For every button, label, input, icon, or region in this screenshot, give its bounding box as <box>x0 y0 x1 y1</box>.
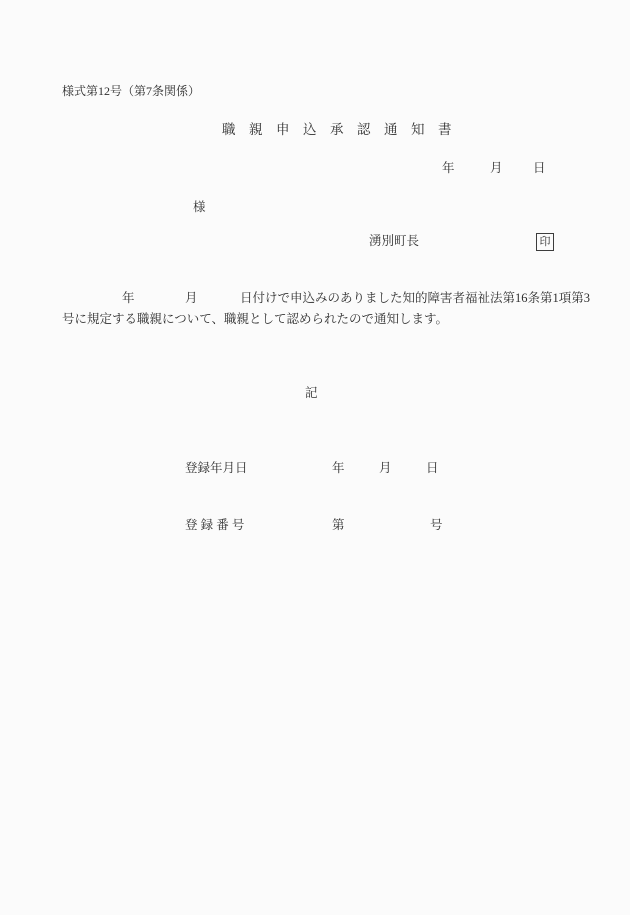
issue-date-year-label: 年 <box>442 161 455 175</box>
body-text-line1: 日付けで申込みのありました知的障害者福祉法第16条第1項第3 <box>240 291 591 305</box>
body-date-month-label: 月 <box>185 291 198 305</box>
body-text-line2: 号に規定する職親について、職親として認められたので通知します。 <box>62 312 449 326</box>
document-title: 職 親 申 込 承 認 通 知 書 <box>222 122 452 137</box>
registration-number-suffix: 号 <box>430 518 443 532</box>
seal-placeholder <box>536 233 554 251</box>
issue-date-day-label: 日 <box>533 161 546 175</box>
issue-date-month-label: 月 <box>490 161 503 175</box>
registration-date-month-label: 月 <box>379 461 392 475</box>
section-marker: 記 <box>305 386 318 400</box>
registration-date-year-label: 年 <box>332 461 345 475</box>
addressee-honorific: 様 <box>193 200 206 214</box>
seal-character: 印 <box>539 235 551 248</box>
registration-number-prefix: 第 <box>332 518 345 532</box>
body-date-year-label: 年 <box>122 291 135 305</box>
registration-date-label: 登録年月日 <box>185 461 248 475</box>
registration-date-day-label: 日 <box>426 461 439 475</box>
form-number: 様式第12号（第7条関係） <box>62 84 201 98</box>
sender-title: 湧別町長 <box>369 234 420 248</box>
registration-number-label: 登 録 番 号 <box>185 518 245 532</box>
